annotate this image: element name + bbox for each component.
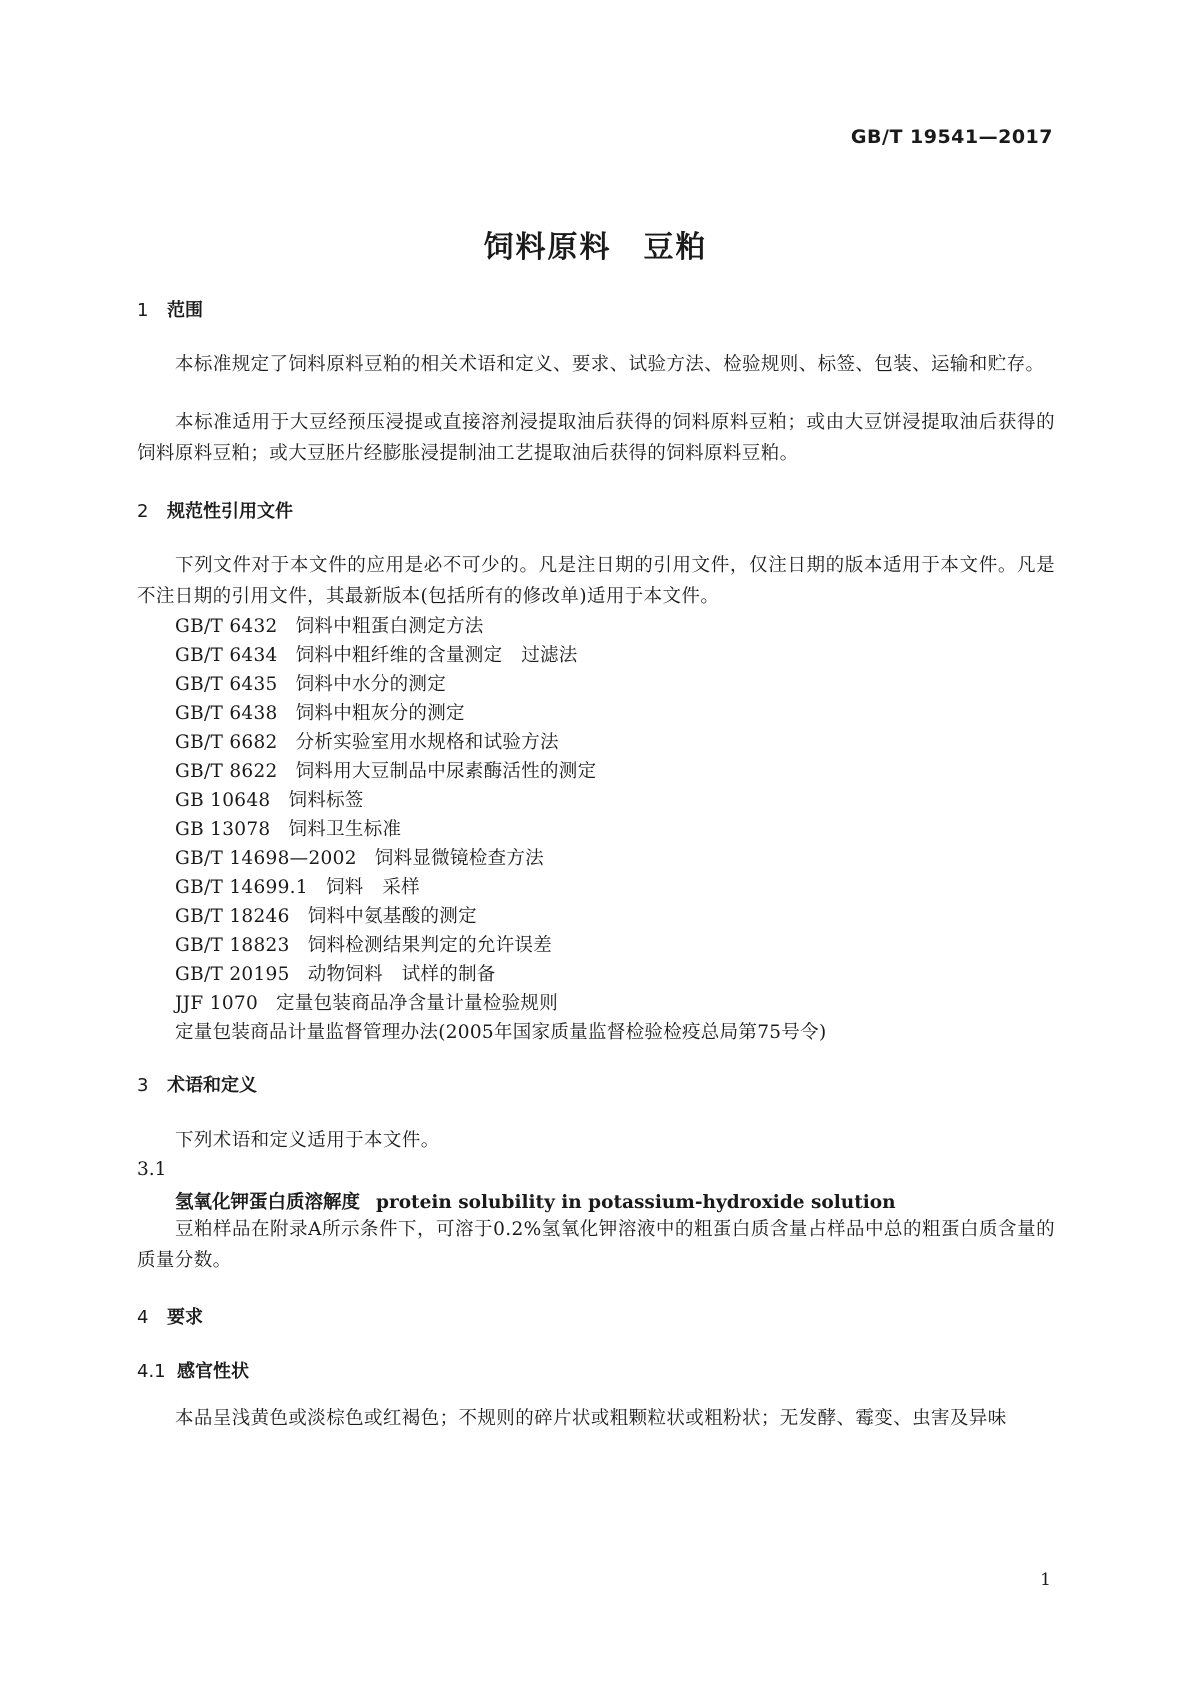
reference-title: 定量包装商品净含量计量检验规则 <box>276 993 559 1014</box>
reference-code: GB/T 8622 <box>175 761 278 782</box>
reference-title: 饲料中粗灰分的测定 <box>295 703 465 724</box>
reference-code: GB/T 6434 <box>175 645 278 666</box>
reference-item-regulation: 定量包装商品计量监督管理办法(2005年国家质量监督检验检疫总局第75号令) <box>175 1022 827 1043</box>
reference-title: 饲料中水分的测定 <box>295 674 447 695</box>
sensory-paragraph: 本品呈浅黄色或淡棕色或红褐色；不规则的碎片状或粗颗粒状或粗粉状；无发酵、霉变、虫害及异味 <box>175 1408 1007 1429</box>
reference-item <box>175 699 465 725</box>
reference-code: GB/T 6432 <box>175 616 278 637</box>
reference-title: 饲料检测结果判定的允许误差 <box>307 935 553 956</box>
document-title: 饲料原料 豆粕 <box>483 230 708 265</box>
normative-intro: 下列文件对于本文件的应用是必不可少的。凡是注日期的引用文件，仅注日期的版本适用于本文件。凡是不注日期的引用文件，其最新版本(包括所有的修改单)适用于本文件。 <box>137 555 1055 607</box>
reference-item <box>175 989 558 1015</box>
reference-item <box>175 902 477 928</box>
scope-paragraph-1: 本标准规定了饲料原料豆粕的相关术语和定义、要求、试验方法、检验规则、标签、包装、运输和贮存。 <box>175 354 1045 375</box>
reference-item <box>175 873 420 899</box>
section-number: 2 <box>137 501 149 522</box>
reference-code: GB 13078 <box>175 819 271 840</box>
section-title: 范围 <box>167 300 203 321</box>
reference-item <box>175 728 559 754</box>
section-4-heading <box>137 1303 203 1329</box>
reference-title: 饲料中粗蛋白测定方法 <box>295 616 484 637</box>
term-english: protein solubility in potassium-hydroxide solution <box>376 1192 896 1213</box>
reference-code: GB/T 14699.1 <box>175 877 308 898</box>
reference-title: 饲料卫生标准 <box>288 819 402 840</box>
reference-item <box>175 931 552 957</box>
reference-code: GB/T 6435 <box>175 674 278 695</box>
reference-title: 饲料中粗纤维的含量测定 过滤法 <box>295 645 578 666</box>
reference-item <box>175 815 401 841</box>
section-2-heading <box>137 497 293 523</box>
reference-code: GB/T 18246 <box>175 906 290 927</box>
clause-number: 3.1 <box>137 1159 167 1180</box>
reference-item <box>175 786 364 812</box>
reference-title: 动物饲料 试样的制备 <box>307 964 496 985</box>
page-number: 1 <box>1040 1570 1051 1590</box>
reference-title: 分析实验室用水规格和试验方法 <box>295 732 559 753</box>
section-4-1-heading <box>137 1357 249 1383</box>
section-title: 要求 <box>167 1307 203 1328</box>
section-3-heading <box>137 1071 257 1097</box>
section-title: 规范性引用文件 <box>167 501 293 522</box>
reference-item <box>175 670 446 696</box>
reference-item <box>175 844 544 870</box>
section-title: 感官性状 <box>177 1361 249 1382</box>
reference-title: 饲料显微镜检查方法 <box>374 848 544 869</box>
reference-code: GB/T 18823 <box>175 935 290 956</box>
standard-number: GB/T 19541—2017 <box>850 126 1053 148</box>
section-title: 术语和定义 <box>167 1075 257 1096</box>
section-number: 4.1 <box>137 1361 166 1382</box>
section-number: 1 <box>137 300 149 321</box>
reference-title: 饲料用大豆制品中尿素酶活性的测定 <box>295 761 597 782</box>
section-number: 3 <box>137 1075 149 1096</box>
reference-code: GB/T 6438 <box>175 703 278 724</box>
section-number: 4 <box>137 1307 149 1328</box>
reference-item <box>175 641 578 667</box>
reference-title: 饲料 采样 <box>325 877 420 898</box>
reference-code: GB/T 6682 <box>175 732 278 753</box>
reference-item <box>175 960 496 986</box>
term-chinese: 氢氧化钾蛋白质溶解度 <box>175 1192 361 1213</box>
term-definition: 豆粕样品在附录A所示条件下，可溶于0.2%氢氧化钾溶液中的粗蛋白质含量占样品中总的粗蛋白质含量的质量分数。 <box>137 1219 1055 1271</box>
reference-item <box>175 612 484 638</box>
terms-intro: 下列术语和定义适用于本文件。 <box>175 1130 440 1151</box>
term-entry <box>175 1188 896 1214</box>
reference-code: GB/T 14698—2002 <box>175 848 357 869</box>
reference-code: JJF 1070 <box>175 993 259 1014</box>
reference-title: 饲料中氨基酸的测定 <box>307 906 477 927</box>
reference-item <box>175 757 596 783</box>
reference-code: GB 10648 <box>175 790 271 811</box>
reference-code: GB/T 20195 <box>175 964 290 985</box>
scope-paragraph-2: 本标准适用于大豆经预压浸提或直接溶剂浸提取油后获得的饲料原料豆粕；或由大豆饼浸提取油后获得的饲料原料豆粕；或大豆胚片经膨胀浸提制油工艺提取油后获得的饲料原料豆粕。 <box>137 412 1055 464</box>
section-1-heading <box>137 296 203 322</box>
reference-title: 饲料标签 <box>288 790 364 811</box>
